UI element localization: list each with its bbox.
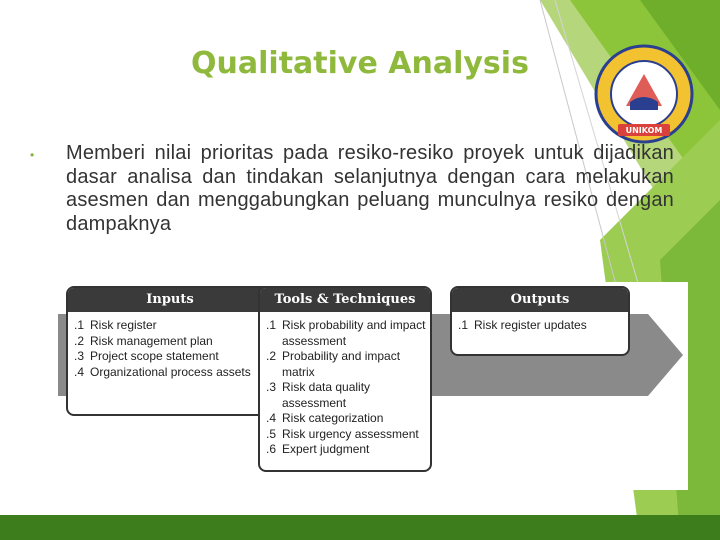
list-item: .2 Risk management plan bbox=[74, 333, 213, 348]
university-logo bbox=[594, 44, 694, 144]
list-item: .4 Risk categorization bbox=[266, 411, 384, 425]
inputs-title: Inputs bbox=[68, 288, 272, 312]
tools-techniques-box bbox=[258, 286, 432, 472]
list-item: .1 Risk register updates bbox=[458, 318, 587, 332]
list-item: .3 Project scope statement bbox=[74, 349, 219, 363]
list-item: .1 Risk probability and impact assessment bbox=[266, 318, 426, 348]
list-item: .5 Risk urgency assessment bbox=[266, 426, 419, 441]
list-item: .4 Organizational process assets bbox=[74, 364, 251, 379]
list-item: .6 Expert judgment bbox=[266, 442, 370, 456]
bullet-text: Memberi nilai prioritas pada resiko-resiko proyek untuk dijadikan dasar analisa dan tindakan selanjutnya dengan cara melakukan asesmen dan menggabungkan peluang munculnya resiko dengan dampaknya bbox=[66, 142, 674, 235]
logo-banner-text: UNIKOM bbox=[625, 126, 663, 135]
list-item: .1 Risk register bbox=[74, 318, 157, 332]
outputs-title: Outputs bbox=[452, 288, 628, 312]
list-item: .2 Probability and impact matrix bbox=[266, 349, 401, 379]
tools-techniques-title: Tools & Techniques bbox=[260, 288, 430, 312]
outputs-box bbox=[450, 286, 630, 356]
bullet-marker: • bbox=[30, 148, 35, 162]
inputs-box bbox=[66, 286, 274, 416]
process-diagram bbox=[58, 282, 688, 490]
list-item: .3 Risk data quality assessment bbox=[266, 380, 371, 410]
slide-title: Qualitative Analysis bbox=[191, 46, 529, 82]
